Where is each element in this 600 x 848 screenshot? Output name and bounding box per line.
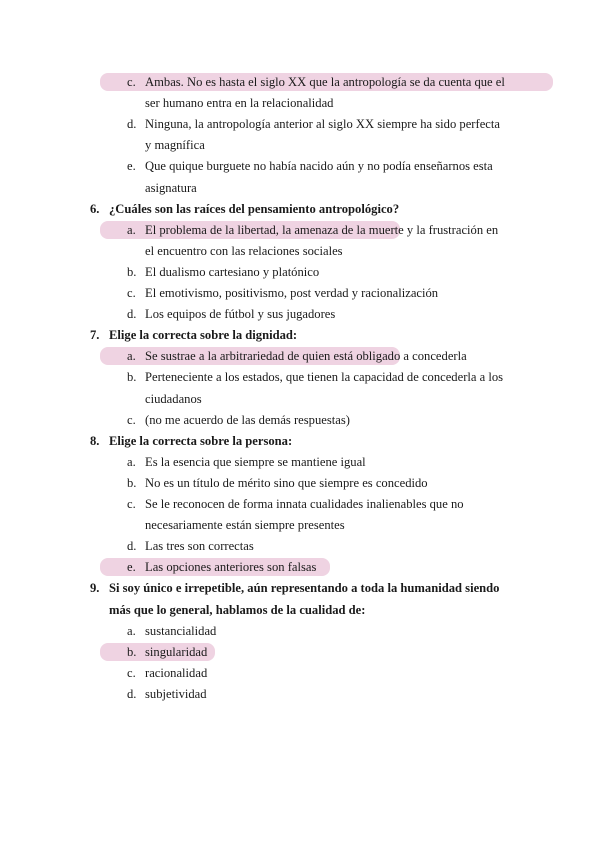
answer-text: racionalidad <box>145 665 208 680</box>
answer-text: subjetividad <box>145 686 207 701</box>
answer-text: necesariamente están siempre presentes <box>145 518 345 533</box>
answer-letter: a. <box>127 623 136 638</box>
answer-letter: d. <box>127 539 137 554</box>
answer-text: sustancialidad <box>145 623 217 638</box>
question-number: 6. <box>90 201 100 216</box>
answer-text: y magnífica <box>145 138 205 153</box>
question-text: más que lo general, hablamos de la cualidad de: <box>109 602 366 617</box>
answer-text: ser humano entra en la relacionalidad <box>145 96 334 111</box>
answer-letter: c. <box>127 497 136 511</box>
answer-text: El dualismo cartesiano y platónico <box>145 264 320 279</box>
answer-text: ciudadanos <box>145 391 202 406</box>
answer-text: asignatura <box>145 180 197 195</box>
answer-text: El emotivismo, positivismo, post verdad y racionalización <box>145 286 439 300</box>
question-text: ¿Cuáles son las raíces del pensamiento antropológico? <box>109 201 400 216</box>
answer-text: Las opciones anteriores son falsas <box>145 560 317 575</box>
answer-letter: e. <box>127 560 136 575</box>
answer-text: Es la esencia que siempre se mantiene igual <box>145 454 366 469</box>
answer-letter: e. <box>127 159 136 174</box>
answer-letter: b. <box>127 644 137 659</box>
answer-letter: b. <box>127 475 137 490</box>
answer-letter: d. <box>127 686 137 701</box>
answer-letter: b. <box>127 370 137 385</box>
question-number: 7. <box>90 328 100 343</box>
answer-letter: a. <box>127 454 136 469</box>
answer-letter: a. <box>127 222 136 237</box>
answer-letter: c. <box>127 412 136 427</box>
answer-letter: d. <box>127 307 137 322</box>
answer-text: Se le reconocen de forma innata cualidades inalienables que no <box>145 497 464 511</box>
answer-text: Las tres son correctas <box>145 539 254 554</box>
question-text: Elige la correcta sobre la persona: <box>109 433 293 448</box>
answer-text: Los equipos de fútbol y sus jugadores <box>145 307 336 322</box>
answer-text: No es un título de mérito sino que siempre es concedido <box>145 475 428 490</box>
answer-letter: c. <box>127 665 136 680</box>
answer-text: Que quique burguete no había nacido aún y no podía enseñarnos esta <box>145 159 493 174</box>
question-text: Si soy único e irrepetible, aún representando a toda la humanidad siendo <box>109 581 500 596</box>
answer-letter: c. <box>127 286 136 300</box>
question-number: 8. <box>90 433 100 448</box>
answer-text: El problema de la libertad, la amenaza de la muerte y la frustración en <box>145 222 499 237</box>
answer-letter: c. <box>127 75 136 89</box>
answer-letter: d. <box>127 117 137 132</box>
answer-letter: a. <box>127 349 136 364</box>
question-text: Elige la correcta sobre la dignidad: <box>109 328 298 343</box>
answer-text: (no me acuerdo de las demás respuestas) <box>145 412 350 427</box>
answer-text: singularidad <box>145 644 208 659</box>
answer-text: Ninguna, la antropología anterior al siglo XX siempre ha sido perfecta <box>145 117 500 132</box>
answer-text: Se sustrae a la arbitrariedad de quien está obligado a concederla <box>145 349 467 364</box>
answer-text: Perteneciente a los estados, que tienen la capacidad de concederla a los <box>145 370 504 385</box>
answer-letter: b. <box>127 264 137 279</box>
answer-text: Ambas. No es hasta el siglo XX que la antropología se da cuenta que el <box>145 75 505 89</box>
answer-text: el encuentro con las relaciones sociales <box>145 243 343 258</box>
question-number: 9. <box>90 581 100 596</box>
